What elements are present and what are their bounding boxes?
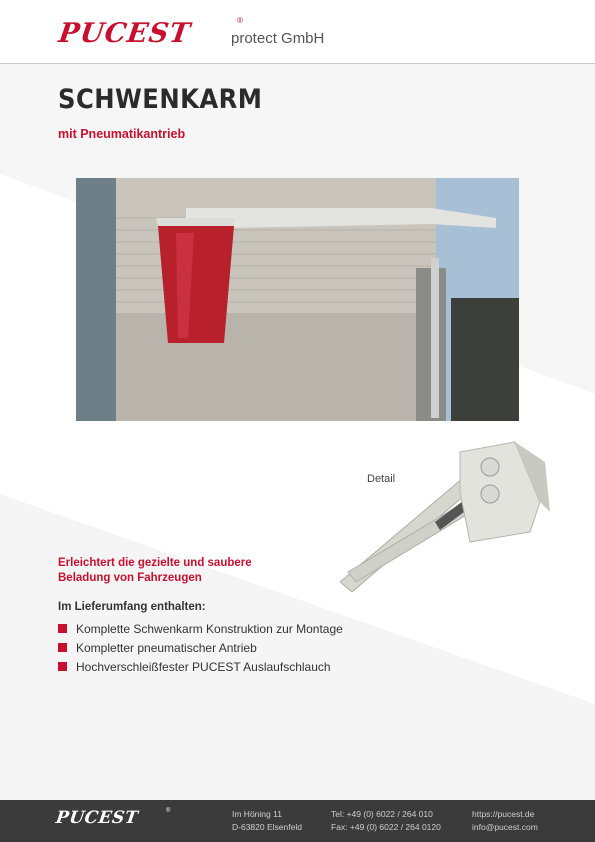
website-link[interactable]: https://pucest.de (472, 809, 535, 819)
page-subtitle: mit Pneumatikantrieb (58, 127, 186, 141)
page-title: SCHWENKARM (58, 84, 263, 115)
product-photo (76, 178, 519, 421)
bullet-square-icon (58, 662, 67, 671)
footer-contact (331, 808, 441, 834)
list-item-text: Hochverschleißfester PUCEST Auslaufschlauch (76, 659, 331, 674)
scope-heading: Im Lieferumfang enthalten: (58, 601, 206, 613)
page-header (0, 0, 595, 64)
address-street: Im Höning 11 (232, 809, 282, 819)
detail-image (340, 432, 555, 592)
pucest-logo: PUCEST (56, 18, 193, 49)
email-link[interactable]: info@pucest.com (472, 822, 538, 832)
company-suffix: protect GmbH (231, 30, 325, 47)
phone-number: Tel: +49 (0) 6022 / 264 010 (331, 809, 433, 819)
detail-label: Detail (367, 473, 396, 485)
slogan-line-2: Beladung von Fahrzeugen (58, 572, 202, 584)
slogan (58, 556, 252, 586)
footer-address (232, 808, 302, 834)
list-item-text: Kompletter pneumatischer Antrieb (76, 640, 257, 655)
list-item (58, 657, 343, 676)
list-item-text: Komplette Schwenkarm Konstruktion zur Montage (76, 621, 343, 636)
slogan-line-1: Erleichtert die gezielte und saubere (58, 557, 252, 569)
footer-web (472, 808, 538, 834)
address-city: D-63820 Elsenfeld (232, 822, 302, 832)
fax-number: Fax: +49 (0) 6022 / 264 0120 (331, 822, 441, 832)
footer-logo: PUCEST (54, 808, 140, 828)
bullet-square-icon (58, 624, 67, 633)
footer-registered-mark: ® (166, 808, 171, 814)
registered-mark: ® (237, 16, 243, 25)
scope-list (58, 619, 343, 676)
list-item (58, 638, 343, 657)
list-item (58, 619, 343, 638)
bullet-square-icon (58, 643, 67, 652)
page-footer (0, 800, 595, 842)
